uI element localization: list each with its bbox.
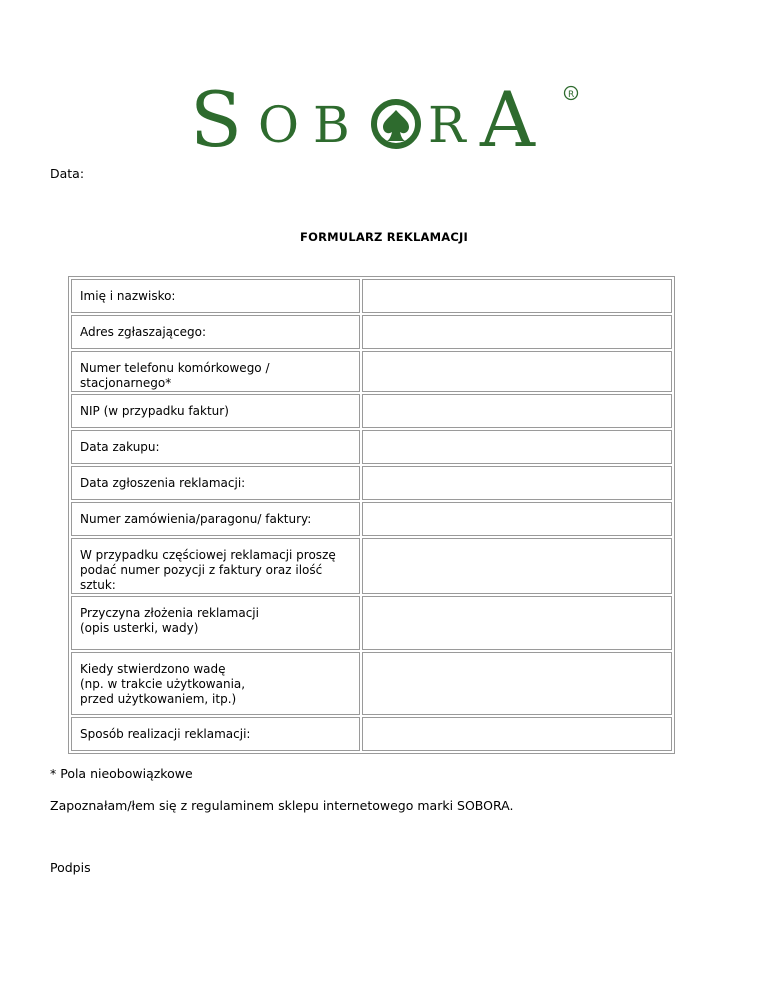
form-row-value-field[interactable] [362, 279, 672, 313]
form-row-label: Sposób realizacji reklamacji: [71, 717, 360, 751]
form-row-label: Kiedy stwierdzono wadę (np. w trakcie użytkowania, przed użytkowaniem, itp.) [71, 652, 360, 715]
form-row-value-field[interactable] [362, 394, 672, 428]
form-row-label: Numer zamówienia/paragonu/ faktury: [71, 502, 360, 536]
form-row-label: NIP (w przypadku faktur) [71, 394, 360, 428]
form-row [71, 430, 672, 464]
form-row [71, 279, 672, 313]
svg-text:S: S [190, 80, 243, 152]
optional-fields-note: * Pola nieobowiązkowe [50, 766, 193, 781]
form-row-label: Adres zgłaszającego: [71, 315, 360, 349]
svg-text:R: R [428, 96, 466, 152]
form-row [71, 502, 672, 536]
form-row [71, 394, 672, 428]
form-row-label: Imię i nazwisko: [71, 279, 360, 313]
form-row [71, 466, 672, 500]
svg-text:A: A [480, 80, 535, 152]
date-label: Data: [50, 166, 85, 181]
form-row [71, 351, 672, 392]
form-row-value-field[interactable] [362, 502, 672, 536]
form-row [71, 717, 672, 751]
form-row [71, 315, 672, 349]
form-row [71, 596, 672, 650]
consent-text: Zapoznałam/łem się z regulaminem sklepu internetowego marki SOBORA. [50, 798, 514, 813]
svg-text:R: R [568, 90, 575, 100]
svg-text:B: B [313, 96, 350, 152]
signature-label: Podpis [50, 860, 91, 875]
form-row-label: Numer telefonu komórkowego / stacjonarnego* [71, 351, 360, 392]
form-row-value-field[interactable] [362, 351, 672, 392]
form-row [71, 538, 672, 594]
form-row-label: Przyczyna złożenia reklamacji (opis usterki, wady) [71, 596, 360, 650]
form-row-value-field[interactable] [362, 315, 672, 349]
form-row-value-field[interactable] [362, 596, 672, 650]
form-row [71, 652, 672, 715]
complaint-form-table [68, 276, 675, 754]
svg-text:O: O [258, 96, 299, 152]
form-row-value-field[interactable] [362, 717, 672, 751]
form-row-label: Data zakupu: [71, 430, 360, 464]
form-title: FORMULARZ REKLAMACJI [300, 230, 468, 244]
sobora-logo [190, 80, 585, 152]
form-row-label: W przypadku częściowej reklamacji proszę podać numer pozycji z faktury oraz ilość sztuk: [71, 538, 360, 594]
form-row-label: Data zgłoszenia reklamacji: [71, 466, 360, 500]
form-row-value-field[interactable] [362, 538, 672, 594]
form-row-value-field[interactable] [362, 430, 672, 464]
form-row-value-field[interactable] [362, 652, 672, 715]
form-row-value-field[interactable] [362, 466, 672, 500]
